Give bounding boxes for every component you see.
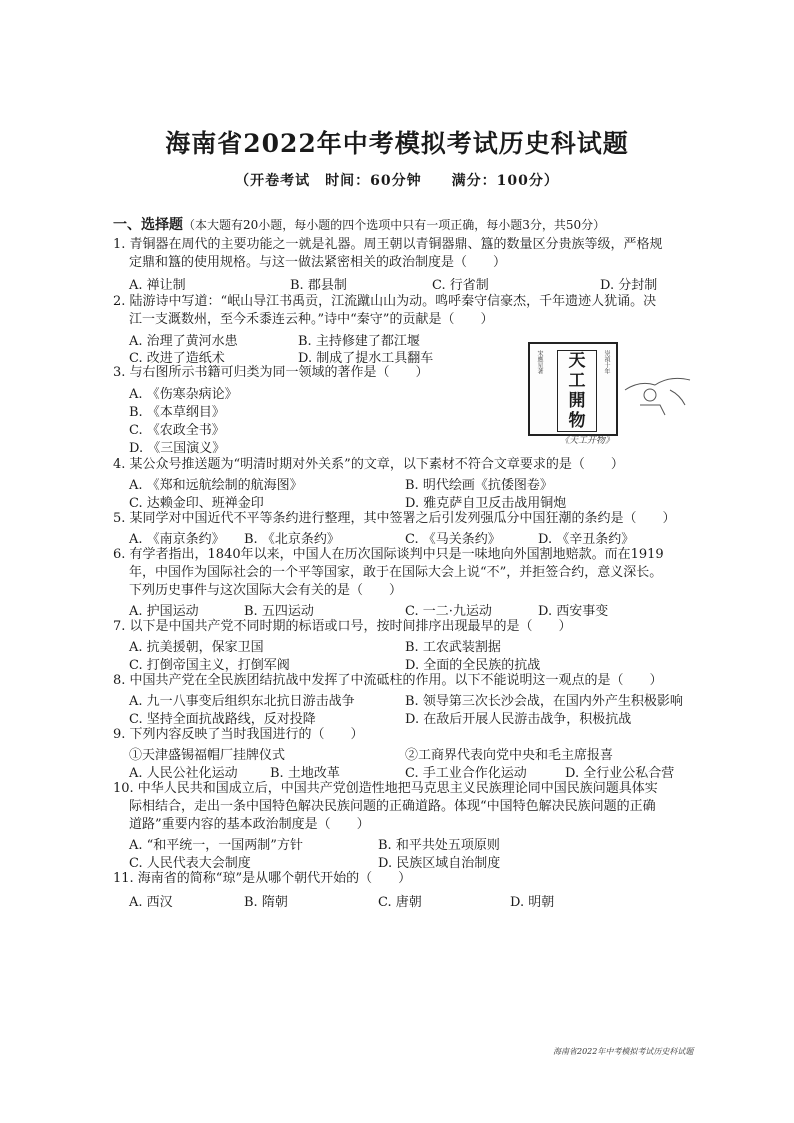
section-title: 一、选择题 [113, 217, 183, 233]
book-cover-figure [520, 340, 700, 445]
q10-option-d: D. 民族区域自治制度 [378, 856, 501, 871]
cover-title-char: 物 [568, 411, 586, 431]
q9-option-d: D. 全行业公私合营 [565, 766, 675, 781]
cover-title-char: 工 [568, 371, 586, 391]
page-title: 海南省2022年中考模拟考试历史科试题 [165, 129, 629, 158]
q2-option-d: D. 制成了提水工具翻车 [298, 351, 434, 366]
q2-option-b: B. 主持修建了都江堰 [298, 334, 420, 349]
q10-option-a: A. “和平统一，一国两制”方针 [129, 838, 303, 853]
q1-option-d: D. 分封制 [600, 278, 658, 293]
q3-option-b: B. 《本草纲目》 [129, 405, 225, 420]
q8-option-b: B. 领导第三次长沙会战，在国内外产生积极影响 [405, 694, 683, 709]
cover-side-right: 崇禎十年 [603, 350, 610, 374]
q1-option-c: C. 行省制 [432, 278, 489, 293]
q6-option-a: A. 护国运动 [129, 604, 199, 619]
q1-option-a: A. 禅让制 [129, 278, 186, 293]
q4-stem-1: 4. 某公众号推送题为“明清时期对外关系”的文章，以下素材不符合文章要求的是（ ） [113, 457, 624, 472]
q2-option-c: C. 改进了造纸术 [129, 351, 225, 366]
q2-stem-1: 2. 陆游诗中写道：“岷山导江书禹贡，江流蹴山山为动。鸣呼秦守信豪杰，千年遗迹人犹诵。决 [113, 294, 657, 309]
q9-option-b: B. 土地改革 [270, 766, 340, 781]
q3-stem-1: 3. 与右图所示书籍可归类为同一领域的著作是（ ） [113, 365, 429, 380]
q6-stem-2: 年，中国作为国际社会的一个平等国家，敢于在国际大会上说“不”，并拒签合约，意义深长。 [129, 565, 663, 580]
q4-option-a: A. 《郑和远航绘制的航海图》 [129, 478, 303, 493]
q5-option-a: A. 《南京条约》 [129, 532, 225, 547]
q2-option-a: A. 治理了黄河水患 [129, 334, 238, 349]
q10-option-c: C. 人民代表大会制度 [129, 856, 251, 871]
q6-stem-3: 下列历史事件与这次国际大会有关的是（ ） [129, 583, 403, 598]
q1-stem-1: 1. 青铜器在周代的主要功能之一就是礼器。周王朝以青铜器鼎、簋的数量区分贵族等级，严格规 [113, 237, 663, 252]
cover-title-char: 開 [568, 391, 586, 411]
illustration-sketch [620, 350, 700, 420]
q10-stem-3: 道路”重要内容的基本政治制度是（ ） [129, 817, 370, 832]
q1-option-b: B. 郡县制 [290, 278, 347, 293]
q9-item-1: ①天津盛锡福帽厂挂牌仪式 [129, 748, 286, 763]
q3-option-c: C. 《农政全书》 [129, 423, 225, 438]
q10-option-b: B. 和平共处五项原则 [378, 838, 500, 853]
q8-option-a: A. 九一八事变后组织东北抗日游击战争 [129, 694, 355, 709]
cover-title-char: 天 [568, 351, 586, 371]
q5-option-d: D. 《辛丑条约》 [538, 532, 635, 547]
q2-stem-2: 江一支溉数州，至今禾黍连云种。”诗中“秦守”的贡献是（ ） [129, 312, 494, 327]
q3-option-d: D. 《三国演义》 [129, 441, 226, 456]
page-footer: 海南省2022年中考模拟考试历史科试题 [553, 1047, 694, 1056]
section-note: （本大题有20小题，每小题的四个选项中只有一项正确，每小题3分，共50分） [183, 218, 606, 232]
q7-option-d: D. 全面的全民族的抗战 [405, 658, 541, 673]
q4-option-b: B. 明代绘画《抗倭图卷》 [405, 478, 553, 493]
q9-item-2: ②工商界代表向党中央和毛主席报喜 [405, 748, 614, 763]
q7-option-b: B. 工农武装割据 [405, 640, 501, 655]
q7-option-c: C. 打倒帝国主义，打倒军阀 [129, 658, 290, 673]
q8-stem-1: 8. 中国共产党在全民族团结抗战中发挥了中流砥柱的作用。以下不能说明这一观点的是（ ） [113, 673, 663, 688]
q6-option-c: C. 一二·九运动 [405, 604, 492, 619]
cover-title [557, 350, 597, 432]
q8-option-d: D. 在敌后开展人民游击战争，积极抗战 [405, 712, 632, 727]
q1-stem-2: 定鼎和簋的使用规格。与这一做法紧密相关的政治制度是（ ） [129, 255, 507, 270]
figure-caption: 《天工开物》 [560, 436, 615, 446]
q6-option-d: D. 西安事变 [538, 604, 609, 619]
q5-stem-1: 5. 某同学对中国近代不平等条约进行整理，其中签署之后引发列强瓜分中国狂潮的条约是（ ） [113, 511, 676, 526]
q6-option-b: B. 五四运动 [244, 604, 314, 619]
q10-stem-1: 10. 中华人民共和国成立后，中国共产党创造性地把马克思主义民族理论同中国民族问题具体实 [113, 781, 658, 796]
section-heading [113, 214, 605, 234]
q3-option-a: A. 《伤寒杂病论》 [129, 387, 238, 402]
q9-option-c: C. 手工业合作化运动 [405, 766, 527, 781]
q11-option-b: B. 隋朝 [244, 895, 288, 910]
q6-stem-1: 6. 有学者指出，1840年以来，中国人在历次国际谈判中只是一味地向外国割地赔款。而在1919 [113, 547, 664, 562]
q11-option-a: A. 西汉 [129, 895, 173, 910]
q4-option-d: D. 雅克萨自卫反击战用铜炮 [405, 496, 567, 511]
q4-option-c: C. 达赖金印、班禅金印 [129, 496, 264, 511]
q8-option-c: C. 坚持全面抗战路线，反对投降 [129, 712, 316, 727]
cover-side-left: 宋應星著 [536, 350, 543, 374]
book-cover [528, 342, 618, 436]
q10-stem-2: 际相结合，走出一条中国特色解决民族问题的正确道路。体现“中国特色解决民族问题的正确 [129, 799, 656, 814]
q5-option-b: B. 《北京条约》 [244, 532, 340, 547]
q11-stem-1: 11. 海南省的简称“琼”是从哪个朝代开始的（ ） [113, 871, 412, 886]
q7-option-a: A. 抗美援朝，保家卫国 [129, 640, 264, 655]
q11-option-c: C. 唐朝 [378, 895, 422, 910]
q7-stem-1: 7. 以下是中国共产党不同时期的标语或口号，按时间排序出现最早的是（ ） [113, 619, 572, 634]
q11-option-d: D. 明朝 [510, 895, 555, 910]
q9-option-a: A. 人民公社化运动 [129, 766, 238, 781]
exam-info: （开卷考试 时间：60分钟 满分：100分） [235, 173, 559, 189]
q9-stem-1: 9. 下列内容反映了当时我国进行的（ ） [113, 727, 364, 742]
q5-option-c: C. 《马关条约》 [405, 532, 501, 547]
